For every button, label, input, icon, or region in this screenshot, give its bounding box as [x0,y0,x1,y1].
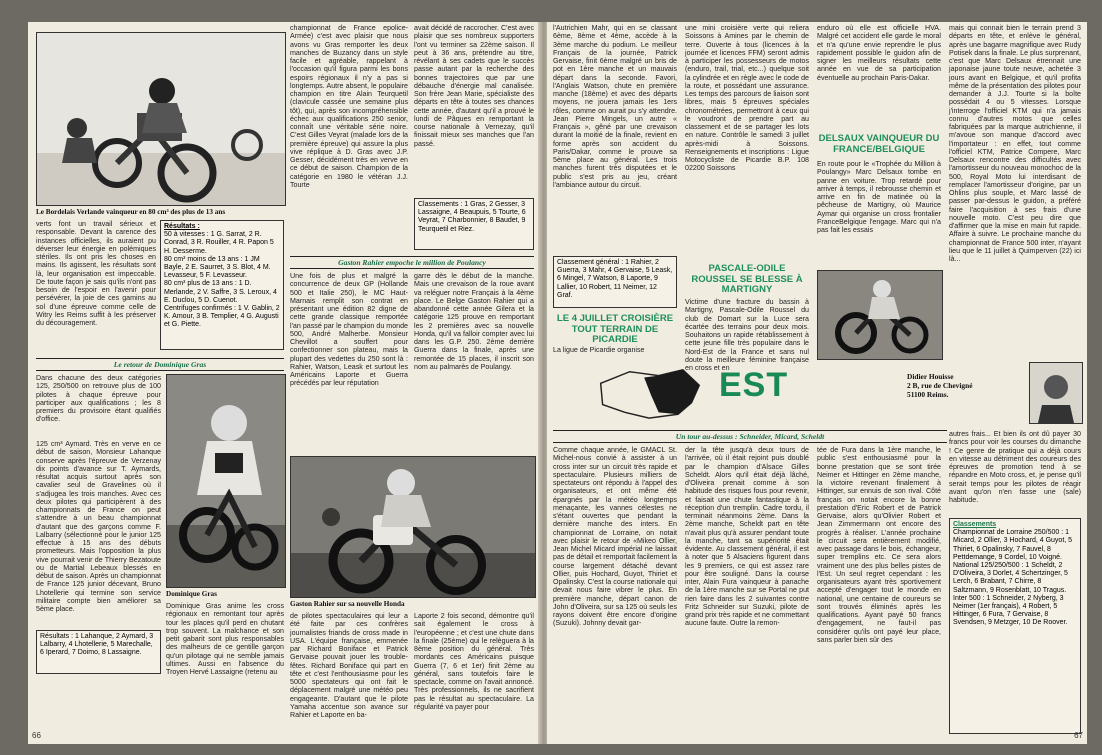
paragraph: der la tête jusqu'à deux tours de l'arrivée, où il était rejoint puis doublé par le champion d'Alsace Gilles Scheldt. Alors qu'il était déjà lâché, d'Oliveira prenait comme à son habitude des risques fous pour revenir, et faisait une chute fantastique à la réception d'un tremplin. Cadre tordu, il terminait néanmoins 2ème. Dans la 2ème manche, Scheldt part en tête n'avait plus qu'à assurer pendant toute la manche, tant sa supériorité était évidente. Au classement général, il est à noter que 5 Alsaciens figurent dans les 9 premiers, ce qui est assez rare pour être souligné. Dans la course inter, Alain Fura vainqueur à panache de la 1ère manche sur se Portal ne put rien faire dans les 2 suivantes contre Fritz Schneider sur Suzuki, pilote de grand prix très rapide et ne commettant aucune faute. Outre la remon- [685,446,809,628]
portrait-photo [1030,363,1082,423]
page-number-left: 66 [32,731,41,740]
paragraph: de pilotes spectaculaires qui leur a été faite par ces confrères journalistes friands de cross made in USA. L'équipe française, emmenée par Richard Boniface et Patrick Gervaise pouvait jouer les trouble-fêtes. Richard Boniface qui part en tête et c'est l'enthousiasme pour les 5000 spectateurs qui ont fait le déplacement malgré une météo peu engageante. D'autant que le pilote Yamaha accentue son avance sur Rahier et Laporte en ba- [290,612,408,719]
header-gras: Le retour de Dominique Gras [36,358,284,371]
classements-title: Classements [953,521,997,528]
paragraph: avait décidé de raccrocher. C'est avec plaisir que ses nombreux supporters l'ont vu terminer sa 22ème saison. Il peut à 36 ans, prétendre au titre, révélant à ses cadets que le succès passe autant par la recherche des bonnes trajectoires que par une débauche d'énergie mal canalisée. Son frère Jean Marie, spécialiste des départs en tête à toutes ses chances cette année, d'autant qu'il a prouvé le lundi de Pâques en remportant la course nationale à Vernezay, qu'il finissait mieux ses manches que l'an passé. [414,24,534,148]
paragraph: Comme chaque année, le GMACL St. Michel-nous convié à assister à un cross inter sur un circuit très rapide et spectaculaire. Plusieurs milliers de spectateurs ont répondu à l'appel des organisateurs, et ont même été épargnés par la météo longtemps menaçante, les vannes célestes ne s'étant ouvertes que pendant la dernière manche des inters. En championnat de Lorraine, on notait avec plaisir le retour de «Mikeo Ollier, Jean Michel Micard impérial ne laissait pas de détail et remportait facilement la course largement détaché devant Ollier, puis Hochard, Guyot, Thiriet et Opalinsky. C'est la course nationale qui devait nous faire vibrer le plus. En première manche, départ canon de John d'Oliveira, sur sa 125 où seuls les rayons doivent être encore d'origine (Suzuki). Johnny devait gar- [553,446,677,628]
header-schneider: Un tour au-dessus : Schneider, Micard, Scheldt [553,430,947,443]
author-portrait [1029,362,1083,424]
photo-verlande [36,32,286,206]
paragraph: Victime d'une fracture du bassin à Martigny, Pascale-Odile Roussel du club de Domart sur la Luce sera écartée des terrains pour deux mois. Souhaitons un rapide rétablissement à cette jeune fille très populaire dans le Nord-Est de la France et sans nul doute la meilleure féminine française en cross et en [685,298,809,372]
left-col2-top [290,24,408,252]
motocross-photo-gras [167,375,285,587]
paragraph: En route pour le «Trophée du Million à Poulangy» Marc Delsaux tombe en panne en voiture. Trop retardé pour arriver à temps, il rebrousse chemin et arrive en fin de matinée où la pêcheuse de Martigny, où Maurice Aymar qui organise un cross frontalier FranceBelgique l'engage. Marc qui n'a pas fait les essais [817,160,941,234]
gras-intro [36,374,161,436]
schneider-col1 [553,446,677,738]
motocross-photo-1 [37,33,285,205]
contact-street: 2 B, rue de Chevigné [907,381,973,390]
contact-city: 51100 Reims. [907,390,949,399]
left-col1-top [36,220,156,350]
classements-national: National 125/250/500 : 1 Scheldt, 2 D'Oliveira, 3 Dorlet, 4 Schertzinger, 5 Lerch, 6 Brabant, 7 Chirre, 8 Saltzmann, 9 Rosenblatt, 10 Tragus. [953,562,1068,594]
paragraph: Dominique Gras anime les cross régionaux en remontant tour après tour les places qu'il perd en chutant trop souvent. La malchance et son petit gabarit sont plus responsables des malheurs de ce gentille garçon qu'un pilotage qui ne semble jamais ultimes. Aussi en l'absence du Troyen Hervé Lassaigne (retenu au [166,602,284,676]
est-region-banner [589,362,1081,424]
paragraph: garre dès le début de la manche. Mais une crevaison de la roue avant va reléguer notre Français à la 4ème place. Le Belge Gaston Rahier qui a abandonné cette année Gilera et la catégorie 125 prouve en remportant les 2 premières avec sa nouvelle Honda, qu'il va falloir compter avec lui dans les G.P. 250. 2ème derrière Guerra dans la finale, après une remontée de 15 places, il inscrit son nom au palmarès de Poulangy. [414,272,534,371]
right-col4-top [949,24,1081,358]
paragraph: l'Autrichien Mahr, qui en se classant 6ème, 8ème et 4ème, accède à la 3ème marche du podium. Le meilleur Français de la journée, Patrick Gervaise, finit 6ème malgré un bris de pot en 1ère manche et un mauvais départ dans la seconde. Favori, l'Anglais Watson, chute en première manche (18ème) et avec des départs moyens, ne jouera jamais les 1ers rôles, comme on aurait pu s'y attendre. Jean Pierre Mingels, un autre « Français », gêné par une crevaison durant la moitié de la finale, revient en forme après son accident du Paris/Dakar, comme le prouve sa 5ème place au général. Les trois manches furent très disputées et le public s'est pris au jeu, créant l'ambiance autour du circuit. [553,24,677,189]
picardie-line [553,346,677,356]
photo-gras [166,374,286,588]
paragraph: Dans chacune des deux catégories 125, 250/500 on retrouve plus de 100 pilotes à chaque épreuve pour participer aux qualifications ; les 8 premiers du provisoire étant qualifiés d'office. [36,374,161,424]
motocross-photo-rahier [291,457,535,597]
gras-col2 [166,602,284,734]
rahier-col-b2 [414,612,534,736]
left-col3-top [414,24,534,194]
classements-inter: Inter 500 : 1 Schneider, 2 Nyberg, 3 Neimer (1er français), 4 Robert, 5 Hittinger, 6 Fura, 7 Gervaise, 8 Svendsen, 9 Metzger, 10 De Roover. [953,594,1068,627]
schneider-col2 [685,446,809,738]
right-col3-top [817,24,941,116]
paragraph: tée de Fura dans la 1ère manche, le public s'est enthousiasmé pour la bonne prestation que se sont tirée Neimer et Hittinger en 2ème manche, la victoire revenant finalement à Hittinger, sur ennuis de son rival. Côté français on notait encore la bonne prestation d'Eric Robert et de Patrick Gervaise, alors qu'Olivier Robert et Jean Zimmermann ont encore des progrès à réaliser. L'année prochaine le circuit sera entièrement modifié, avec passage dans le bois, échangeur, super tremplins etc. Ce sera alors vraiment une des plus belles pistes de l'Est. Un seul regret cependant : les organisateurs ayant très sportivement accepté d'engager tout le monde en national, une centaine de coureurs se sont trouvés éliminés après les qualifications. Ayant payé 50 francs d'engagement, ne faut-il pas considérer qu'ils ont payé leur place, sans parler bien sûr des [817,446,941,644]
photo-rahier [290,456,536,598]
results-line: 50 à vitesses : 1 G. Sarrat, 2 R. Conrad, 3 R. Rouiller, 4 R. Papon 5 H. Desserme. [164,231,274,255]
rahier-col1 [290,272,408,452]
results-title: Résultats : [164,223,200,230]
right-col2-top [685,24,809,260]
gras-body [36,440,161,626]
pascale-text [685,298,809,372]
paragraph: Une fois de plus et malgré la concurrence de deux GP (Hollande 500 et Italie 250), le MC Haut-Marnais remplit son contrat en présentant une édition 82 digne de cette grande classique remportée l'an passé par le champion du monde 500, André Malherbe. Monsieur Chevillot a souffert pour confectionner son plateau, mais la plupart des vedettes du 250 sont là : Rahier, Watson, Leask et surtout les Américains Laporte et Guerra précédés par leur réputation [290,272,408,388]
contact-name: Didier Houisse [907,372,954,381]
results-text: Résultats : 1 Lahanque, 2 Aymard, 3 Lalbarry, 4 Lhotellerie, 5 Marechalle, 6 Iperard, 7 Doimo, 8 Lassaigne. [40,633,154,657]
map-outline-icon [589,364,709,422]
results-box-1 [160,220,284,350]
results-line: 80 cm³ plus de 13 ans : 1 D. Merlande, 2 V. Saffre, 3 S. Leroux, 4 E. Duclou, 5 D. Cuenot. [164,280,277,304]
classements-box-1 [414,198,534,250]
classements-lorraine: Championnat de Lorraine 250/500 : 1 Micard, 2 Ollier, 3 Hochard, 4 Guyot, 5 Thiriet, 6 Opalinsky, 7 Fauvel, 8 Pettdemange, 9 Cordel, 10 Voigné. [953,529,1073,561]
photo-delsaux [817,270,943,360]
delsaux-text [817,160,941,266]
paragraph: La ligue de Picardie organise [553,346,645,354]
caption-rahier: Gaston Rahier sur sa nouvelle Honda [290,600,405,608]
caption-gras: Dominique Gras [166,590,217,598]
headline-delsaux: DELSAUX VAINQUEUR DU FRANCE/BELGIQUE [818,133,940,155]
paragraph: autres frais... Et bien ils ont dû payer 30 francs pour voir les courses du dimanche ! Ce genre de pratique qui a déjà cours en vitesse au détriment des coureurs des épreuves de promotion tend à se répandre en Moto cross, et, je pense qu'il serait temps pour les pilotes de réagir avant qu'on n'en fasse une (sale) habitude. [949,430,1081,504]
contact-block [907,372,1017,399]
paragraph: Laporte 2 fois second, démontre qu'il sait également le cross à l'européenne ; et c'est une chute dans la finale (25ème) qui le relèguera à la 8ème position du général. Très mordants ces Américains puisque Guerra (7, 6 et 1er) finit 2ème au général, sans toutefois faire le spectacle, comme on l'avait annoncé. Très professionnels, ils ne sacrifient pas le résultat au spectaculaire. La régularité va payer pour [414,612,534,711]
results-box-2 [36,630,161,674]
schneider-col4 [949,430,1081,514]
page-number-right: 67 [1074,731,1083,740]
motocross-photo-delsaux [818,271,942,359]
classement-general-text: Classement général : 1 Rahier, 2 Guerra, 3 Mahr, 4 Gervaise, 5 Leask, 6 Mingel, 7 Watson, 8 Laporte, 9 Lallier, 10 Robert, 11 Neimer, 12 Graf. [557,259,673,299]
paragraph: une mini croisière verte qui reliera Soissons à Amines par le chemin de terre. Ouverte à tous (licences à la journée et licences FFM) seront admis à participer les possesseurs de motos (enduro, trail, trial, etc...) quelque soit la cylindrée et en règle avec le code de la route, et possédant une assurance. Les temps des parcours de liaison sont libres, mais 5 épreuves spéciales chronométrées, permettront à ceux qui le voudront de prendre part au classement et de se partager les lots en nature. Contrôle le samedi 3 juillet après-midi à Soissons. Renseignements et inscriptions : Ligue Motocycliste de Picardie B.P. 108 02200 Soissons [685,24,809,173]
schneider-col3 [817,446,941,738]
results-line: 80 cm³ moins de 13 ans : 1 JM Bayle, 2 E. Saurret, 3 S. Blot, 4 M. Levasseur, 5 F. Levasseur. [164,255,271,280]
classements-text: Classements : 1 Gras, 2 Gesser, 3 Lassaigne, 4 Beaupuis, 5 Tourte, 6 Veyrat, 7 Charbonnier, 8 Baudet, 9 Teurquetil et Riez. [418,201,526,233]
header-rahier: Gaston Rahier empoche le million de Poulancy [290,256,534,269]
paragraph: championnat de France epolice-Armée) c'est avec plaisir que nous avons vu Gras remporter les deux manches de Buzancy dans un style facile et agréable, rappelant à l'occasion qu'il figura parmi les bons espoirs régionaux il n'y a pas si longtemps. Autre absent, le populaire champion en titre Alain Teurquetil (clavicule cassée une semaine plus tôt), qui, après son incompréhensible échec aux qualifications 250 senior, connaît une véritable série noire. C'est Gilles Veyrat (malade lors de la première épreuve) qui assure la plus vive réplique à D. Gras avec J.P. Gesser, décidément très en verve en ce début de saison. Champion de la catégorie en 1980 le vétéran J.J. Tourte [290,24,408,189]
est-label: EST [719,366,789,404]
paragraph: mais qui connait bien le terrain prend 3 départs en tête, et enlève le général, après une bagarre magnifique avec Rudy Potisek dans la finale. Le plus surprenant, c'est que Marc Delsaux étrennait une japonaise jaune toute neuve, achetée 3 jours avant en Belgique, et qu'il profita même de la présentation des pilotes pour demander à J.J. Tourte si la boîte possédait 4 ou 5 vitesses. Lorsque j'interroge l'officiel KTM qui n'a jamais connu d'autres motos que celles fabriquées par la marque autrichienne, il m'avoue son manque d'accord avec l'importateur : en effet, tout comme l'officiel KTM, Patrice Compere, Marc Delsaux rencontre des difficultés avec l'amortisseur du nouveau monochoc de la 500, Royal Moto lui interdisant de remplacer l'amortisseur d'origine, par un Ohlins plus souple, et Marc lassé de passer par-dessus le guidon, a préféré faire l'acquisition à ses frais d'une nouvelle moto. C'est peu dire que d'affirmer que la mise en main fut rapide. Affaire à suivre. Le prochaine manche du championnat de France 500 inter, n'ayant lieu que le 11 juillet à Quimperven (22) ici là... [949,24,1081,263]
rahier-col-b1 [290,612,408,736]
caption-verlande: Le Bordelais Verlande vainqueur en 80 cm³ des plus de 13 ans [36,208,226,216]
classement-general-box [553,256,677,308]
classements-box-2 [949,518,1081,734]
headline-croisiere: LE 4 JUILLET CROISIÈRE TOUT TERRAIN DE PICARDIE [556,313,674,345]
headline-pascale: PASCALE-ODILE ROUSSEL SE BLESSE À MARTIGNY [691,263,803,295]
results-line: Centrifuges confirmés : 1 V. Gablin, 2 K. Amour, 3 B. Templier, 4 G. Augusti et G. Piette. [164,305,280,329]
rahier-col2 [414,272,534,452]
right-col1-top [553,24,677,252]
paragraph: 125 cm³ Aymard. Très en verve en ce début de saison, Monsieur Lahanque conserve après l'épreuve de Verzenay dix points d'avance sur T. Aymards, résultat acquis surtout après son cavalier seul de Gravelines où il s'adjugea les trois manches. Avec ces deux pilotes qui participèrent à des championnats de France on peut s'attendre à un beau championnat d'autant que des garçons comme F. Lalbarry (sélectionné pour le junior 125 effectue à 15 ans des débuts prometteurs. Mais l'opposition la plus vive pourrait venir de Thierry Bezatoute ou de Martial Lebeaux blessés en début de saison. Après un championnat de France 125 junior décevant, Bruno Lhotellerie qui termine son service militaire compte bien améliorer sa 5ème place. [36,440,161,613]
right-page [547,22,1087,744]
paragraph: verts font un travail sérieux et responsable. Devant la carence des instances officielles, ils auraient pu déverser leur énergie en polémiques stériles. Ils ont pris les choses en mains. Ils agissent, les résultats sont là, leur organisation est impeccable. De toute façon je sais qu'ils n'ont pas besoin de l'espoir en l'avenir pour persévérer, la joie de ces gamins au sol d'une épreuve comme celle de Witry les Reims suffit à les préserver du découragement. [36,220,156,327]
paragraph: enduro où elle est officielle HVA. Malgré cet accident elle garde le moral et n'a qu'une envie reprendre le plus rapidement possible le guidon afin de signer les meilleurs résultats cette année en vue de sa participation éventuelle au prochain Paris-Dakar. [817,24,941,82]
left-page [28,22,540,744]
